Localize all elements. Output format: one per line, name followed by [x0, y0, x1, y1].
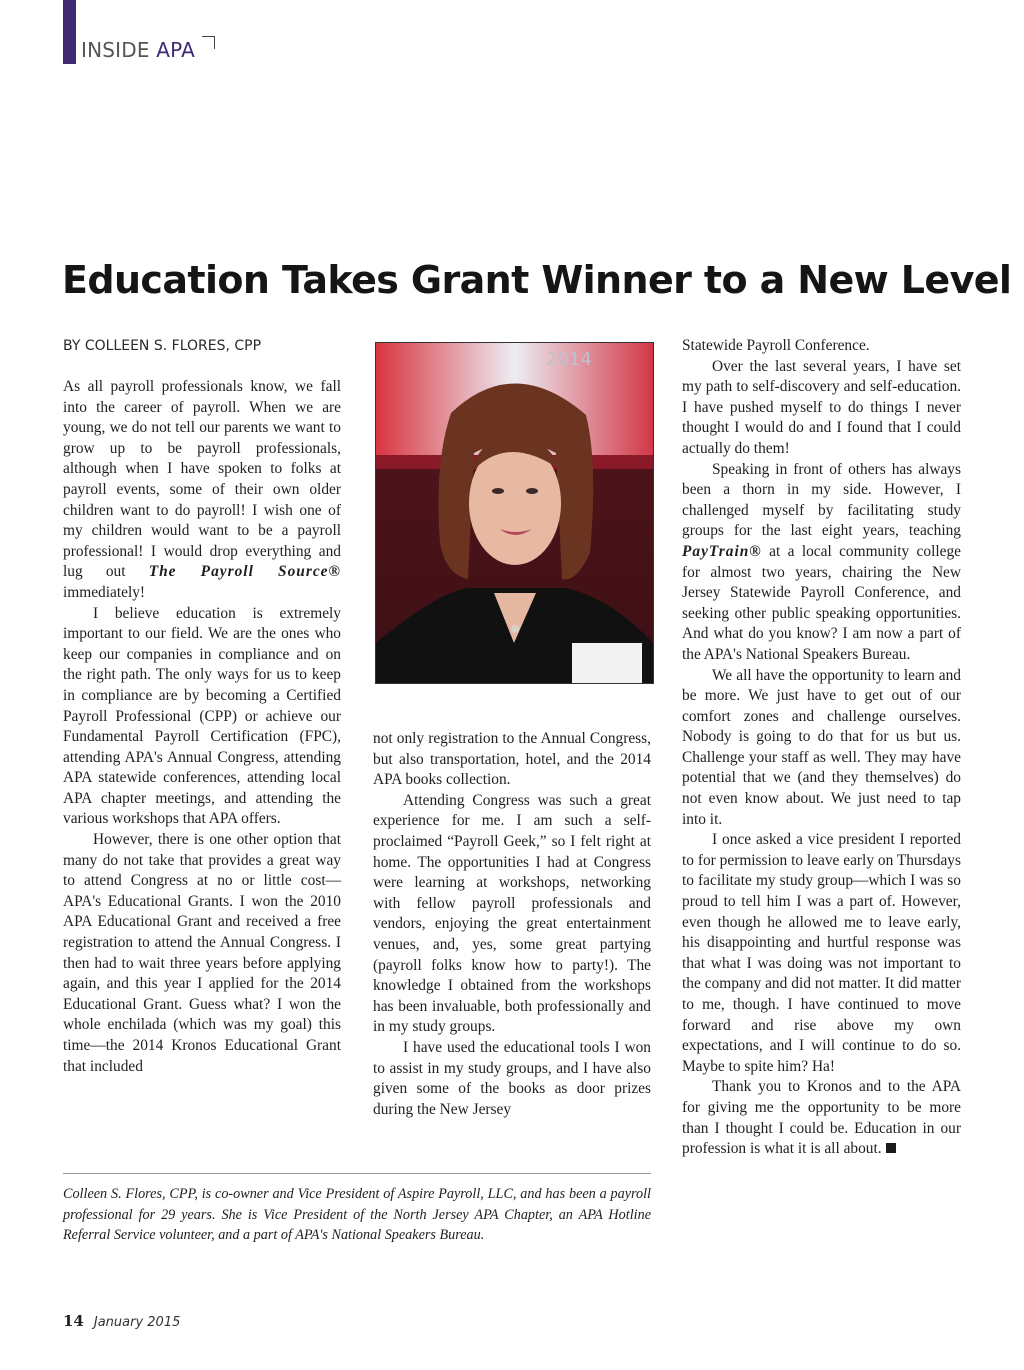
article-column-1: [63, 377, 341, 1077]
paragraph: As all payroll professionals know, we fall into the career of payroll. When we are young, we do not tell our parents we want to grow up to be payroll professionals, although when I have spoken to folks at payroll events, some of their own older children want to do payroll! I wish one of my children would want to be a payroll professional! I would drop everything and lug out The Payroll Source® immediately!: [63, 378, 341, 601]
corner-bracket-icon: [202, 36, 215, 49]
paragraph: Thank you to Kronos and to the APA for giving me the opportunity to be more than I thought I could be. Education in our profession is what it is all about.: [682, 1078, 961, 1158]
paragraph: I have used the educational tools I won to assist in my study groups, and I have also given some of the books as door prizes during the New Jersey: [373, 1038, 651, 1118]
paragraph: Speaking in front of others has always been a thorn in my side. However, I challenged myself by facilitating study groups for the last eight years, teaching PayTrain® at a local community college for almost two years, chairing the New Jersey Statewide Payroll Conference, and seeking other public speaking opportunities. And what do you know? I am now a part of the APA's National Speakers Bureau.: [682, 460, 961, 663]
paragraph: Attending Congress was such a great experience for me. I am such a self-proclaimed “Payroll Geek,” so I felt right at home. The opportunities I had at Congress were learning at workshops, networking with fellow payroll professionals and vendors, enjoying the great entertainment venues, and, yes, some great partying (payroll folks know how to party!). The knowledge I obtained from the workshops has been invaluable, both professionally and in my study groups.: [373, 791, 651, 1036]
article-column-2: [373, 729, 651, 1120]
end-of-article-icon: [886, 1143, 896, 1153]
section-color-bar: [63, 0, 76, 64]
section-label: INSIDE APA: [81, 38, 196, 62]
author-bio: Colleen S. Flores, CPP, is co-owner and Vice President of Aspire Payroll, LLC, and has been a payroll professional for 29 years. She is Vice President of the North Jersey APA Chapter, an APA Hotline Referral Service volunteer, and a part of APA's National Speakers Bureau.: [63, 1186, 651, 1244]
bio-divider: [63, 1173, 651, 1174]
page-number: 14: [63, 1312, 84, 1330]
paragraph: However, there is one other option that many do not take that provides a great way to attend Congress at no or little cost—APA's Educational Grants. I won the 2010 APA Educational Grant and received a free registration to attend the Annual Congress. I then had to wait three years before applying again, and this year I applied for the 2014 Educational Grant. Guess what? I won the whole enchilada (which was my goal) this time—the 2014 Kronos Educational Grant that included: [63, 831, 341, 1075]
program-title: PayTrain®: [682, 542, 762, 560]
article-column-3: [682, 336, 961, 1160]
author-photo: [375, 342, 654, 684]
article-headline: Education Takes Grant Winner to a New Level: [62, 258, 1012, 302]
paragraph: I once asked a vice president I reported to for permission to leave early on Thursdays to facilitate my study group—which I was so proud to tell him I was a part of. However, even though he allowed me to leave early, his disappointing and hurtful response was that what I was doing was not important to the company and did not matter. It did matter to me, though. I have continued to move forward and rise above my own expectations, and I will continue to do so. Maybe to spite him? Ha!: [682, 831, 961, 1075]
paragraph: We all have the opportunity to learn and be more. We just have to get out of our comfort zones and challenge ourselves. Nobody is going to do that for us but us. Challenge your staff as well. They may have potential that we (and they themselves) do not even know about. We just need to tap into it.: [682, 666, 961, 828]
paragraph: not only registration to the Annual Congress, but also transportation, hotel, and the 2014 APA books collection.: [373, 730, 651, 789]
banner-year-text: 2014: [546, 349, 592, 370]
page-footer: [63, 1314, 180, 1329]
issue-date: January 2015: [93, 1315, 181, 1330]
byline: BY COLLEEN S. FLORES, CPP: [63, 338, 262, 354]
paragraph: Over the last several years, I have set my path to self-discovery and self-education. I have pushed myself to do things I never thought I would do and I found that I could actually do them!: [682, 357, 961, 457]
paragraph: Statewide Payroll Conference.: [682, 337, 870, 354]
publication-title: The Payroll Source®: [148, 563, 341, 581]
paragraph: I believe education is extremely important to our field. We are the ones who keep our companies in compliance and on the right path. The only ways for us to keep in compliance are by becoming a Certified Payroll Professional (CPP) or achieve our Fundamental Payroll Certification (FPC), attending APA's Annual Congress, attending APA statewide conferences, attending local APA chapter meetings, and attending the various workshops that APA offers.: [63, 604, 341, 828]
